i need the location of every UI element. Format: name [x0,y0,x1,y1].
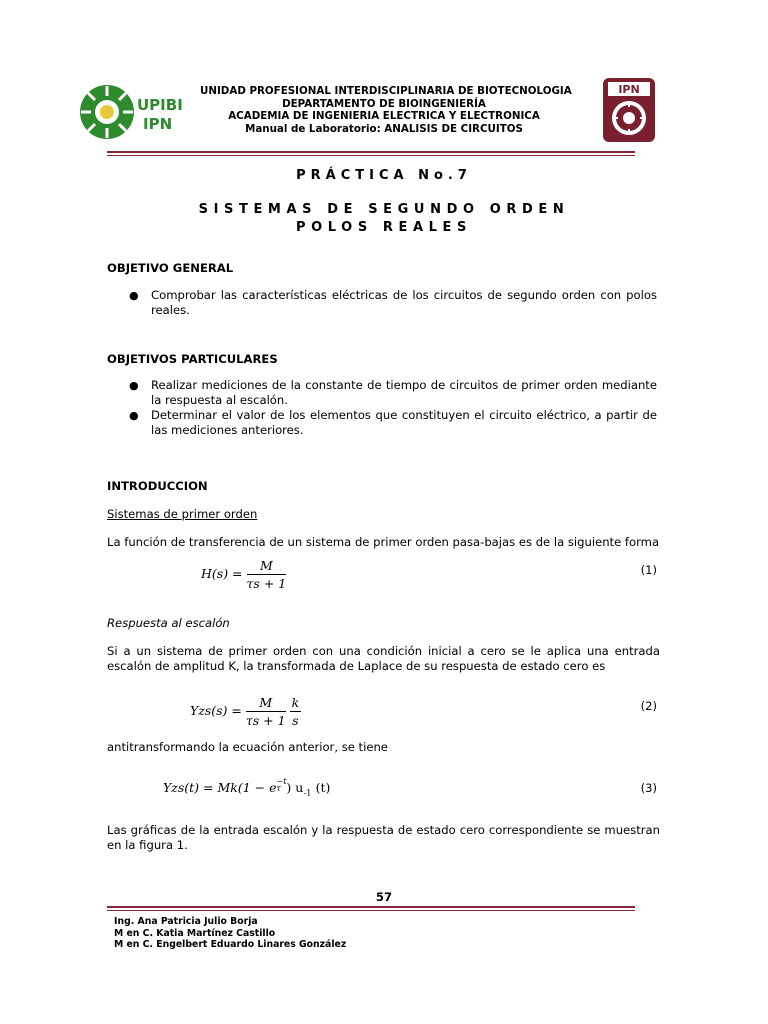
practice-subject [0,201,768,237]
header-rule-thick [107,151,635,153]
practice-title: PRÁCTICA No.7 [296,168,472,183]
header-line-institution: UNIDAD PROFESIONAL INTERDISCIPLINARIA DE BIOTECNOLOGIA [200,85,572,97]
introduccion-heading: INTRODUCCION [107,479,208,493]
header-rule-thin [107,155,635,156]
step-response-subheading: Respuesta al escalón [107,616,230,630]
objetivo-general-heading: OBJETIVO GENERAL [107,261,234,275]
paragraph-step-input: Si a un sistema de primer orden con una condición inicial a cero se le aplica una entrada escalón de amplitud K, la transformada de Laplace de su respuesta de estado cero es [107,644,660,673]
equation-3 [163,777,331,799]
eq3-tail: (t) [311,780,331,795]
header-line-department: DEPARTAMENTO DE BIOINGENIERÍA [282,97,486,110]
ipn-seal-logo [600,76,658,144]
objetivo-particular-item: Realizar mediciones de la constante de tiempo de circuitos de primer orden mediante la respuesta al escalón. [151,378,657,407]
eq3-exponent-tau: τ [276,784,281,793]
eq3-exponent: −t [276,777,287,786]
upibi-ipn-logo [79,82,189,142]
logo-text-upibi: UPIBI [137,96,183,114]
eq2-denominator-2: s [292,713,299,728]
section-subheading: Sistemas de primer orden [107,507,258,521]
eq2-denominator: τs + 1 [245,713,286,728]
bullet-icon: ● [129,379,139,392]
bullet-icon: ● [129,409,139,422]
eq3-lhs: Yzs(t) = Mk(1 − e [163,780,277,795]
header-text [200,85,572,135]
objetivo-particular-item: Determinar el valor de los elementos que constituyen el circuito eléctrico, a partir de las mediciones anteriores. [151,408,657,437]
footer-rule-thin [107,910,635,911]
equation-3-number: (3) [640,781,657,795]
paragraph-figure-reference: Las gráficas de la entrada escalón y la respuesta de estado cero correspondiente se muestran en la figura 1. [107,823,660,852]
author-line: M en C. Katia Martínez Castillo [114,927,276,939]
page-number: 57 [375,890,393,904]
seal-text-ipn: IPN [618,83,640,96]
paragraph-transfer-function: La función de transferencia de un sistema de primer orden pasa-bajas es de la siguiente forma [107,535,660,549]
equation-1-number: (1) [640,563,657,577]
eq3-rhs: ) u [286,780,304,795]
equation-2 [190,695,301,728]
eq1-numerator: M [247,558,287,575]
header-line-academy: ACADEMIA DE INGENIERIA ELECTRICA Y ELECTRONICA [228,110,540,122]
footer-rule-thick [107,906,635,908]
bullet-icon: ● [129,289,139,302]
author-line: Ing. Ana Patricia Julio Borja [114,916,258,927]
eq2-lhs: Yzs(s) = [190,703,242,718]
eq1-lhs: H(s) = [201,566,243,581]
header-line-manual: Manual de Laboratorio: ANALISIS DE CIRCUITOS [245,122,523,135]
paragraph-inverse-transform: antitransformando la ecuación anterior, se tiene [107,740,388,754]
equation-1 [201,558,286,591]
eq2-numerator-2: k [291,695,300,710]
equation-2-number: (2) [640,699,657,713]
eq2-numerator: M [246,695,286,712]
authors-list [114,916,346,951]
objetivo-general-item: Comprobar las características eléctricas de los circuitos de segundo orden con polos reales. [151,288,657,317]
practice-subject-line1: SISTEMAS DE SEGUNDO ORDEN [198,202,570,217]
author-line: M en C. Engelbert Eduardo Linares González [114,939,347,951]
objetivos-particulares-heading: OBJETIVOS PARTICULARES [107,352,278,366]
logo-text-ipn: IPN [143,115,173,133]
eq3-u-subscript: -1 [303,788,312,799]
practice-subject-line2: POLOS REALES [295,220,473,235]
eq1-denominator: τs + 1 [246,576,287,591]
